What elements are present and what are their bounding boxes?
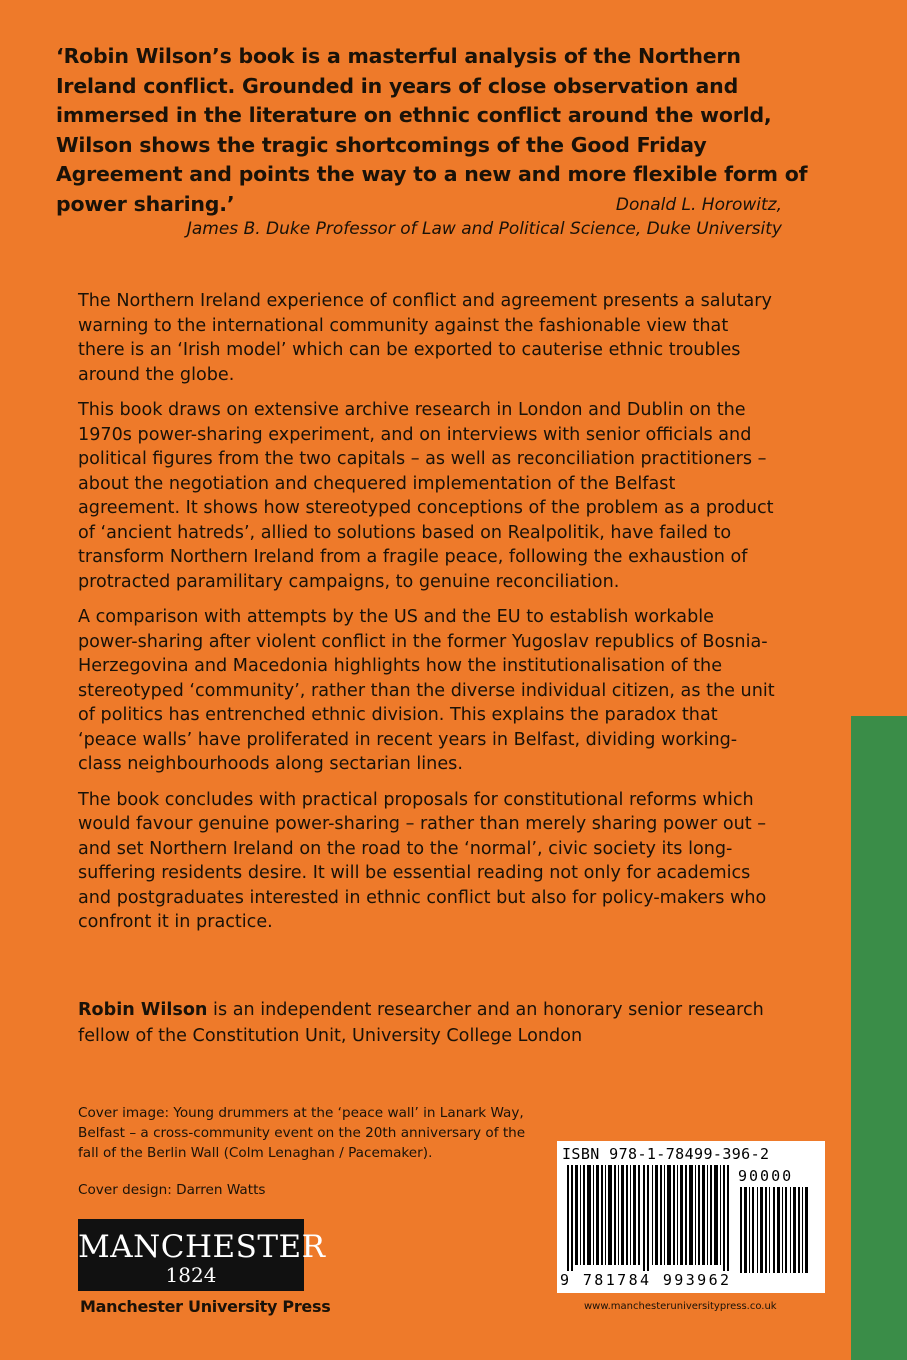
cover-image-credit: Cover image: Young drummers at the ‘peace wall’ in Lanark Way, Belfast – a cross-community event on the 20th anniversary of the fall of the Berlin Wall (Colm Lenaghan / Pacemaker).	[78, 1105, 526, 1161]
green-accent-strip	[851, 716, 907, 1360]
author-bio-text: is an independent researcher and an honorary senior research fellow of the Constitution Unit, University College London	[78, 1000, 764, 1046]
description-paragraph: The Northern Ireland experience of conflict and agreement presents a salutary warning to the international community against the fashionable view that there is an ‘Irish model’ which can be exported to cauterise ethnic troubles around the globe.	[78, 291, 772, 385]
publisher-website: www.manchesteruniversitypress.co.uk	[584, 1301, 777, 1312]
endorsement-quote: ‘Robin Wilson’s book is a masterful analysis of the Northern Ireland conflict. Grounded in years of close observation and immersed in the literature on ethnic conflict around the world, Wilson shows the tragic shortcomings of the Good Friday Agreement and points the way to a new and more flexible form of power sharing.’	[56, 44, 808, 216]
logo-name: MANCHESTER	[78, 1229, 326, 1265]
publisher-logo	[78, 1219, 326, 1291]
ean-barcode	[567, 1165, 735, 1273]
description-paragraph: The book concludes with practical proposals for constitutional reforms which would favour genuine power-sharing – rather than merely sharing power out – and set Northern Ireland on the road to the ‘normal’, civic society its long-suffering residents desire. It will be essential reading not only for academics and postgraduates interested in ethnic conflict but also for policy-makers who confront it in practice.	[78, 789, 767, 932]
quote-author: Donald L. Horowitz,	[615, 195, 782, 215]
cover-design-credit: Cover design: Darren Watts	[78, 1182, 266, 1198]
description-paragraph: A comparison with attempts by the US and the EU to establish workable power-sharing after violent conflict in the former Yugoslav republics of Bosnia-Herzegovina and Macedonia highlights how the institutionalisation of the stereotyped ‘community’, rather than the diverse individual citizen, as the unit of politics has entrenched ethnic division. This explains the paradox that ‘peace walls’ have proliferated in recent years in Belfast, dividing working-class neighbourhoods along sectarian lines.	[78, 607, 775, 774]
barcode-panel	[557, 1141, 825, 1293]
barcode-number: 9 781784 993962	[560, 1271, 732, 1289]
price-code: 90000	[738, 1167, 794, 1185]
isbn-label: ISBN 978-1-78499-396-2	[562, 1145, 770, 1163]
author-name: Robin Wilson	[78, 1000, 208, 1020]
quote-author-title: James B. Duke Professor of Law and Political Science, Duke University	[186, 219, 782, 239]
addon-barcode	[740, 1187, 812, 1273]
publisher-name: Manchester University Press	[80, 1297, 331, 1316]
description-paragraph: This book draws on extensive archive research in London and Dublin on the 1970s power-sharing experiment, and on interviews with senior officials and political figures from the two capitals – as well as reconciliation practitioners – about the negotiation and chequered implementation of the Belfast agreement. It shows how stereotyped conceptions of the problem as a product of ‘ancient hatreds’, allied to solutions based on Realpolitik, have failed to transform Northern Ireland from a fragile peace, following the exhaustion of protracted paramilitary campaigns, to genuine reconciliation.	[78, 400, 774, 592]
book-description	[78, 289, 778, 946]
logo-year: 1824	[165, 1263, 217, 1287]
author-bio	[78, 997, 778, 1049]
quote-attribution	[187, 193, 782, 241]
